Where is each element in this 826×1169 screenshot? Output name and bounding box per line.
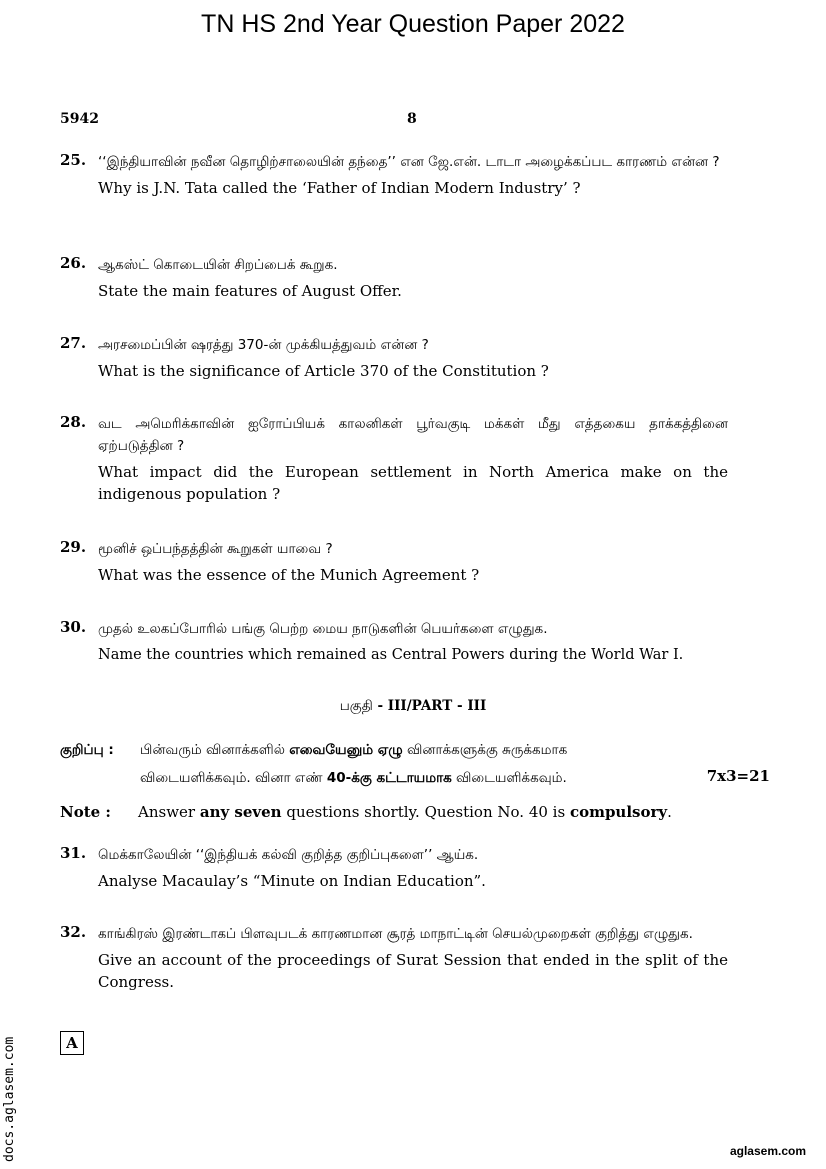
note-emphasis: எவையேனும் ஏழு (289, 742, 403, 758)
note-text: பின்வரும் வினாக்களில் (140, 742, 290, 758)
question-number: 32. (60, 923, 87, 941)
note-text: விடையளிக்கவும். வினா எண் (140, 770, 327, 786)
marks-allocation: 7x3=21 (706, 767, 770, 785)
note-text: . (667, 803, 672, 821)
paper-code: 5942 (60, 111, 99, 127)
question-english: What was the essence of the Munich Agreement ? (98, 566, 480, 584)
note-tamil-label: குறிப்பு : (60, 742, 114, 758)
question-25 (60, 151, 760, 199)
question-tamil: வட அமெரிக்காவின் ஐரோப்பியக் காலனிகள் பூர்வகுடி மக்கள் மீது எத்தகைய தாக்கத்தினை ஏற்படுத்தின ? (98, 416, 728, 454)
note-tamil-line1 (140, 736, 770, 764)
note-english-label: Note : (60, 803, 111, 821)
part-heading-tamil: பகுதி (339, 698, 373, 714)
question-number: 26. (60, 254, 87, 272)
question-english: Give an account of the proceedings of Surat Session that ended in the split of the Congress. (98, 951, 728, 991)
question-31 (60, 844, 760, 892)
question-number: 27. (60, 334, 87, 352)
part-heading-english: - III/PART - III (372, 698, 487, 714)
question-number: 31. (60, 844, 87, 862)
question-27 (60, 334, 760, 382)
question-tamil: மெக்காலேயின் ‘‘இந்தியக் கல்வி குறித்த குறிப்புகளை’’ ஆய்க. (98, 847, 479, 863)
note-emphasis: compulsory (569, 803, 668, 821)
question-tamil: காங்கிரஸ் இரண்டாகப் பிளவுபடக் காரணமான சூரத் மாநாட்டின் செயல்முறைகள் குறித்து எழுதுக. (98, 926, 693, 942)
note-tamil (60, 736, 770, 792)
question-30 (60, 618, 760, 666)
note-text: விடையளிக்கவும். (451, 770, 567, 786)
note-text: Answer (138, 803, 200, 821)
question-number: 30. (60, 618, 87, 636)
question-32 (60, 923, 760, 993)
page-title: TN HS 2nd Year Question Paper 2022 (201, 10, 625, 38)
question-number: 25. (60, 151, 87, 169)
question-number: 29. (60, 538, 87, 556)
question-english: State the main features of August Offer. (98, 282, 402, 300)
note-emphasis: any seven (199, 803, 282, 821)
question-english: Why is J.N. Tata called the ‘Father of Indian Modern Industry’ ? (98, 179, 581, 197)
question-29 (60, 538, 760, 586)
note-tamil-line2 (140, 764, 770, 792)
footer-url: aglasem.com (729, 1144, 806, 1158)
question-tamil: ‘‘இந்தியாவின் நவீன தொழிற்சாலையின் தந்தை’’ என ஜே.என். டாடா அழைக்கப்பட காரணம் என்ன ? (98, 154, 720, 170)
part-heading (0, 698, 826, 716)
question-english: What impact did the European settlement in North America make on the indigenous population ? (98, 463, 728, 503)
question-28 (60, 413, 760, 505)
note-text: வினாக்களுக்கு சுருக்கமாக (402, 742, 568, 758)
note-english-text (138, 803, 770, 821)
question-tamil: அரசமைப்பின் ஷரத்து 370-ன் முக்கியத்துவம் என்ன ? (98, 337, 429, 353)
question-tamil: மூனிச் ஒப்பந்தத்தின் கூறுகள் யாவை ? (98, 541, 333, 557)
question-tamil: ஆகஸ்ட் கொடையின் சிறப்பைக் கூறுக. (98, 257, 338, 273)
question-english: What is the significance of Article 370 of the Constitution ? (98, 362, 549, 380)
page-number: 8 (407, 111, 417, 127)
question-tamil: முதல் உலகப்போரில் பங்கு பெற்ற மைய நாடுகளின் பெயர்களை எழுதுக. (98, 621, 548, 637)
question-26 (60, 254, 760, 302)
booklet-letter-box: A (60, 1031, 84, 1055)
side-watermark-url: docs.aglasem.com (2, 1036, 17, 1162)
note-english (60, 803, 770, 821)
note-emphasis: 40-க்கு கட்டாயமாக (326, 770, 452, 786)
question-english: Analyse Macaulay’s “Minute on Indian Education”. (98, 872, 486, 890)
question-number: 28. (60, 413, 87, 431)
note-text: questions shortly. Question No. 40 is (281, 803, 570, 821)
question-english: Name the countries which remained as Central Powers during the World War I. (98, 647, 684, 663)
